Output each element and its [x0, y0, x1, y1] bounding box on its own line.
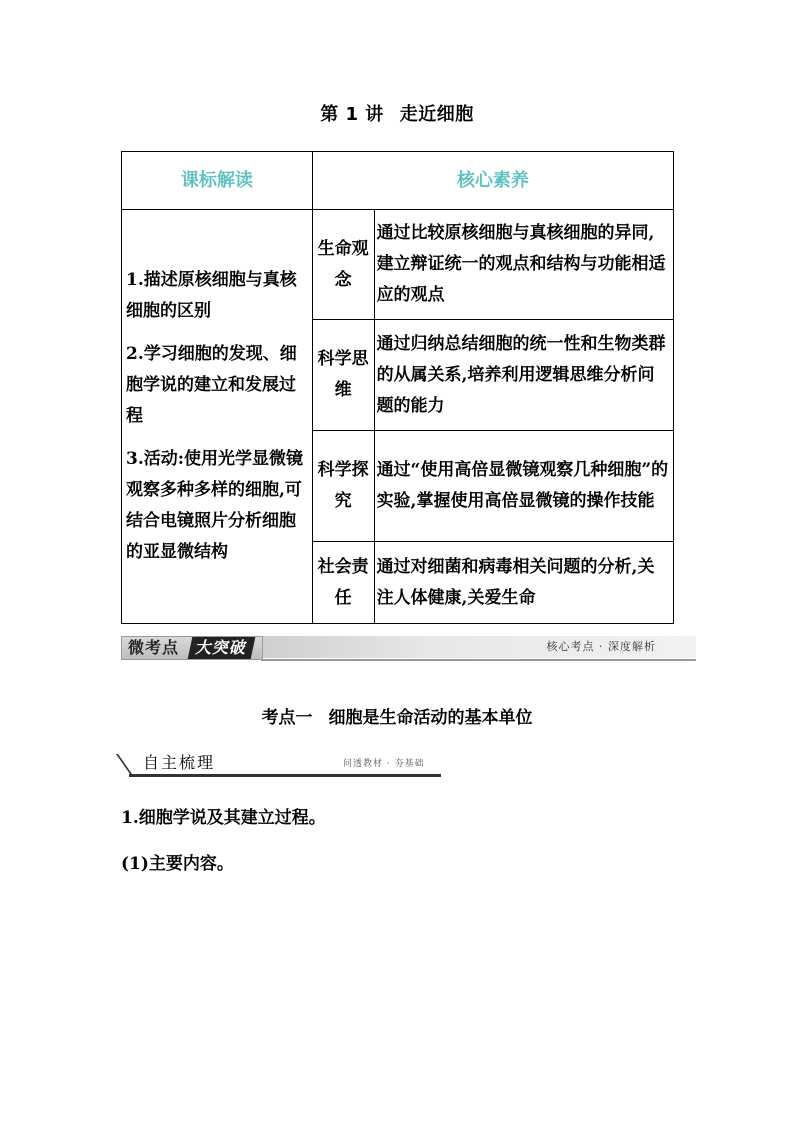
lecture-number: 第 1 讲 [320, 104, 384, 125]
banner-label-a: 微考点 [128, 638, 180, 657]
literacy-desc: 通过比较原核细胞与真核细胞的异同,建立辩证统一的观点和结构与功能相适应的观点 [374, 210, 673, 320]
literacy-name: 社会责任 [312, 542, 374, 624]
lecture-topic: 走近细胞 [399, 104, 474, 125]
banner-label-b: 大突破 [188, 637, 256, 659]
literacy-desc: 通过“使用高倍显微镜观察几种细胞”的实验,掌握使用高倍显微镜的操作技能 [374, 431, 673, 542]
standard-item: 3.活动:使用光学显微镜观察多种多样的细胞,可结合电镜照片分析细胞的亚显微结构 [126, 449, 304, 562]
page-title [0, 100, 794, 126]
section-name: 细胞是生命活动的基本单位 [328, 708, 533, 728]
literacy-desc: 通过归纳总结细胞的统一性和生物类群的从属关系,培养利用逻辑思维分析问题的能力 [374, 320, 673, 431]
section-title [0, 703, 794, 728]
section-banner [121, 634, 696, 662]
standard-item: 2.学习细胞的发现、细胞学说的建立和发展过程 [126, 344, 297, 426]
literacy-name: 生命观念 [312, 210, 374, 320]
content-heading-2: (1)主要内容。 [121, 854, 234, 874]
header-standards: 课标解读 [122, 152, 313, 210]
header-literacy: 核心素养 [312, 152, 673, 210]
sub-banner [121, 752, 441, 778]
banner-tagline: 核心考点 · 深度解析 [546, 640, 656, 653]
standard-item: 1.描述原核细胞与真核细胞的区别 [126, 270, 297, 321]
sub-banner-tag: 问透教材 · 夯基础 [343, 759, 425, 769]
banner-label [121, 636, 263, 660]
literacy-name: 科学探究 [312, 431, 374, 542]
content-heading-1: 1.细胞学说及其建立过程。 [121, 808, 326, 828]
literacy-desc: 通过对细菌和病毒相关问题的分析,关注人体健康,关爱生命 [374, 542, 673, 624]
literacy-name: 科学思维 [312, 320, 374, 431]
sub-banner-label: 自主梳理 [143, 753, 216, 772]
goals-table [121, 151, 674, 624]
section-number: 考点一 [261, 708, 313, 728]
standards-cell [122, 210, 313, 624]
sub-banner-line [129, 774, 441, 777]
